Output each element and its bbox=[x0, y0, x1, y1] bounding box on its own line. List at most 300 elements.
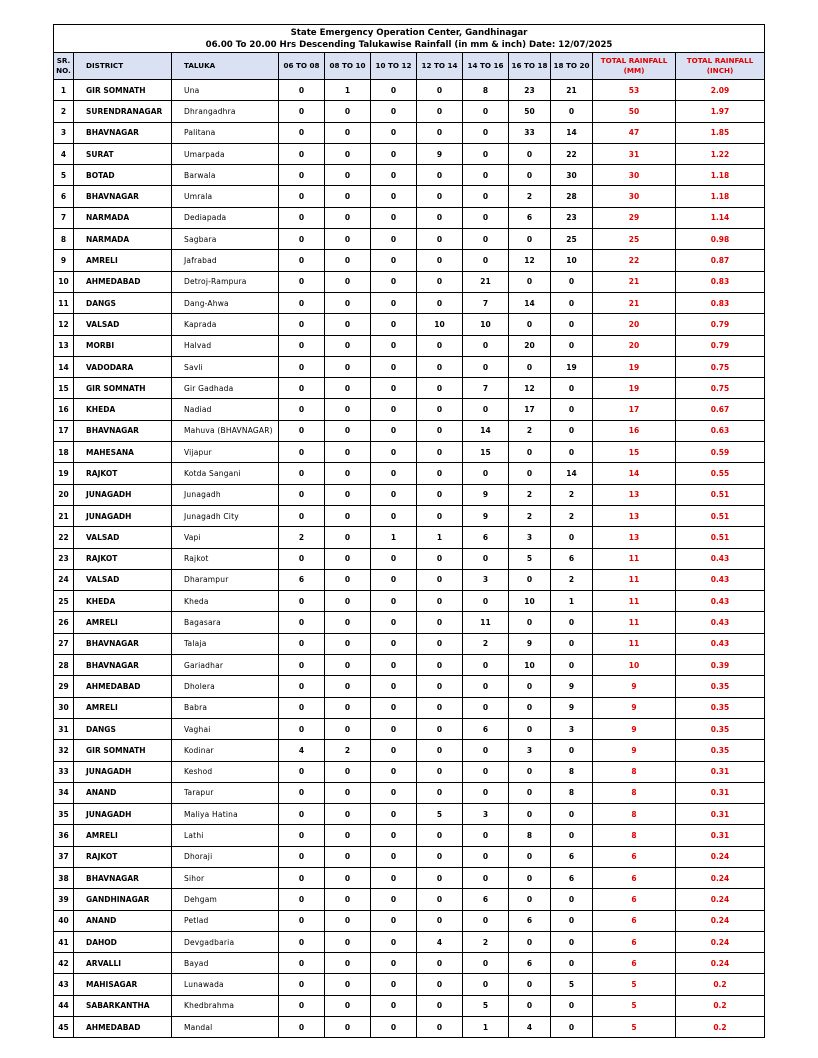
cell-total-inch: 0.75 bbox=[676, 378, 765, 399]
cell-taluka: Kaprada bbox=[172, 314, 279, 335]
cell-slot-18-20: 14 bbox=[551, 463, 593, 484]
cell-slot-16-18: 0 bbox=[509, 846, 551, 867]
cell-slot-12-14: 0 bbox=[417, 782, 463, 803]
cell-slot-14-16: 0 bbox=[463, 676, 509, 697]
cell-slot-10-12: 0 bbox=[371, 229, 417, 250]
cell-slot-12-14: 0 bbox=[417, 867, 463, 888]
cell-slot-16-18: 10 bbox=[509, 655, 551, 676]
cell-slot-12-14: 0 bbox=[417, 591, 463, 612]
cell-slot-16-18: 0 bbox=[509, 782, 551, 803]
cell-total-mm: 9 bbox=[593, 718, 676, 739]
cell-slot-12-14: 4 bbox=[417, 931, 463, 952]
cell-slot-14-16: 0 bbox=[463, 548, 509, 569]
cell-slot-12-14: 0 bbox=[417, 569, 463, 590]
cell-slot-18-20: 9 bbox=[551, 697, 593, 718]
cell-sr-no: 22 bbox=[54, 527, 74, 548]
cell-sr-no: 1 bbox=[54, 80, 74, 101]
cell-taluka: Keshod bbox=[172, 761, 279, 782]
cell-slot-18-20: 30 bbox=[551, 165, 593, 186]
cell-slot-06-08: 0 bbox=[279, 378, 325, 399]
cell-slot-08-10: 0 bbox=[325, 804, 371, 825]
cell-slot-10-12: 0 bbox=[371, 974, 417, 995]
cell-taluka: Lunawada bbox=[172, 974, 279, 995]
cell-total-inch: 0.24 bbox=[676, 953, 765, 974]
cell-slot-06-08: 0 bbox=[279, 633, 325, 654]
cell-slot-12-14: 0 bbox=[417, 655, 463, 676]
cell-slot-18-20: 0 bbox=[551, 889, 593, 910]
cell-taluka: Lathi bbox=[172, 825, 279, 846]
cell-slot-18-20: 28 bbox=[551, 186, 593, 207]
cell-slot-16-18: 0 bbox=[509, 867, 551, 888]
report-title bbox=[54, 25, 765, 53]
rainfall-table bbox=[53, 24, 765, 1038]
cell-total-mm: 6 bbox=[593, 931, 676, 952]
cell-slot-12-14: 5 bbox=[417, 804, 463, 825]
cell-total-inch: 1.18 bbox=[676, 186, 765, 207]
cell-total-inch: 0.51 bbox=[676, 484, 765, 505]
cell-taluka: Detroj-Rampura bbox=[172, 271, 279, 292]
cell-slot-12-14: 0 bbox=[417, 229, 463, 250]
cell-taluka: Tarapur bbox=[172, 782, 279, 803]
cell-sr-no: 35 bbox=[54, 804, 74, 825]
cell-slot-14-16: 3 bbox=[463, 569, 509, 590]
table-row bbox=[54, 1017, 765, 1038]
table-row bbox=[54, 974, 765, 995]
cell-slot-18-20: 2 bbox=[551, 484, 593, 505]
cell-slot-16-18: 0 bbox=[509, 697, 551, 718]
cell-taluka: Una bbox=[172, 80, 279, 101]
cell-slot-12-14: 0 bbox=[417, 356, 463, 377]
cell-district: MORBI bbox=[74, 335, 172, 356]
cell-total-inch: 0.35 bbox=[676, 697, 765, 718]
table-row bbox=[54, 527, 765, 548]
cell-total-inch: 0.43 bbox=[676, 612, 765, 633]
cell-district: BHAVNAGAR bbox=[74, 186, 172, 207]
cell-slot-12-14: 0 bbox=[417, 399, 463, 420]
cell-slot-10-12: 0 bbox=[371, 335, 417, 356]
cell-district: AHMEDABAD bbox=[74, 271, 172, 292]
cell-slot-12-14: 0 bbox=[417, 292, 463, 313]
cell-slot-10-12: 0 bbox=[371, 442, 417, 463]
cell-slot-16-18: 0 bbox=[509, 889, 551, 910]
cell-district: KHEDA bbox=[74, 591, 172, 612]
cell-taluka: Gariadhar bbox=[172, 655, 279, 676]
cell-slot-08-10: 0 bbox=[325, 292, 371, 313]
cell-slot-16-18: 6 bbox=[509, 910, 551, 931]
table-row bbox=[54, 186, 765, 207]
cell-slot-16-18: 0 bbox=[509, 356, 551, 377]
cell-slot-08-10: 0 bbox=[325, 250, 371, 271]
cell-total-mm: 30 bbox=[593, 186, 676, 207]
cell-taluka: Umrala bbox=[172, 186, 279, 207]
cell-slot-18-20: 2 bbox=[551, 569, 593, 590]
cell-slot-10-12: 0 bbox=[371, 676, 417, 697]
cell-taluka: Vijapur bbox=[172, 442, 279, 463]
cell-slot-08-10: 2 bbox=[325, 740, 371, 761]
cell-slot-14-16: 0 bbox=[463, 122, 509, 143]
cell-slot-10-12: 0 bbox=[371, 143, 417, 164]
cell-total-inch: 0.2 bbox=[676, 1017, 765, 1038]
cell-taluka: Dediapada bbox=[172, 207, 279, 228]
cell-taluka: Palitana bbox=[172, 122, 279, 143]
cell-slot-06-08: 2 bbox=[279, 527, 325, 548]
cell-slot-08-10: 0 bbox=[325, 271, 371, 292]
cell-slot-12-14: 0 bbox=[417, 995, 463, 1016]
cell-total-inch: 0.98 bbox=[676, 229, 765, 250]
cell-slot-14-16: 7 bbox=[463, 292, 509, 313]
cell-slot-08-10: 0 bbox=[325, 612, 371, 633]
cell-slot-16-18: 0 bbox=[509, 718, 551, 739]
cell-total-mm: 29 bbox=[593, 207, 676, 228]
cell-sr-no: 11 bbox=[54, 292, 74, 313]
cell-slot-06-08: 0 bbox=[279, 186, 325, 207]
cell-slot-14-16: 0 bbox=[463, 229, 509, 250]
cell-slot-10-12: 0 bbox=[371, 761, 417, 782]
cell-slot-10-12: 0 bbox=[371, 101, 417, 122]
cell-slot-18-20: 10 bbox=[551, 250, 593, 271]
cell-slot-08-10: 0 bbox=[325, 143, 371, 164]
cell-slot-08-10: 0 bbox=[325, 889, 371, 910]
cell-total-inch: 0.67 bbox=[676, 399, 765, 420]
cell-slot-06-08: 0 bbox=[279, 143, 325, 164]
cell-total-inch: 1.14 bbox=[676, 207, 765, 228]
table-row bbox=[54, 846, 765, 867]
cell-district: BHAVNAGAR bbox=[74, 420, 172, 441]
cell-slot-12-14: 0 bbox=[417, 80, 463, 101]
cell-slot-12-14: 0 bbox=[417, 101, 463, 122]
cell-slot-14-16: 0 bbox=[463, 953, 509, 974]
cell-slot-08-10: 0 bbox=[325, 548, 371, 569]
cell-sr-no: 4 bbox=[54, 143, 74, 164]
cell-district: BHAVNAGAR bbox=[74, 633, 172, 654]
cell-slot-08-10: 0 bbox=[325, 484, 371, 505]
cell-total-inch: 0.59 bbox=[676, 442, 765, 463]
cell-total-mm: 15 bbox=[593, 442, 676, 463]
cell-slot-18-20: 0 bbox=[551, 378, 593, 399]
cell-district: JUNAGADH bbox=[74, 484, 172, 505]
cell-slot-12-14: 0 bbox=[417, 463, 463, 484]
cell-sr-no: 28 bbox=[54, 655, 74, 676]
table-row bbox=[54, 867, 765, 888]
cell-slot-16-18: 2 bbox=[509, 186, 551, 207]
cell-slot-10-12: 0 bbox=[371, 378, 417, 399]
cell-slot-08-10: 1 bbox=[325, 80, 371, 101]
cell-slot-12-14: 0 bbox=[417, 548, 463, 569]
table-row bbox=[54, 399, 765, 420]
cell-slot-08-10: 0 bbox=[325, 676, 371, 697]
cell-taluka: Bagasara bbox=[172, 612, 279, 633]
cell-slot-10-12: 0 bbox=[371, 165, 417, 186]
cell-slot-06-08: 0 bbox=[279, 910, 325, 931]
cell-slot-14-16: 0 bbox=[463, 250, 509, 271]
cell-total-mm: 21 bbox=[593, 292, 676, 313]
table-body bbox=[54, 80, 765, 1038]
cell-taluka: Barwala bbox=[172, 165, 279, 186]
cell-slot-06-08: 0 bbox=[279, 974, 325, 995]
cell-slot-12-14: 0 bbox=[417, 207, 463, 228]
table-row bbox=[54, 782, 765, 803]
cell-total-inch: 0.2 bbox=[676, 974, 765, 995]
cell-slot-10-12: 0 bbox=[371, 250, 417, 271]
cell-district: GIR SOMNATH bbox=[74, 740, 172, 761]
cell-district: SURAT bbox=[74, 143, 172, 164]
cell-slot-10-12: 0 bbox=[371, 867, 417, 888]
cell-slot-18-20: 0 bbox=[551, 825, 593, 846]
table-row bbox=[54, 420, 765, 441]
cell-slot-18-20: 0 bbox=[551, 655, 593, 676]
cell-slot-06-08: 0 bbox=[279, 825, 325, 846]
table-row bbox=[54, 484, 765, 505]
cell-slot-18-20: 1 bbox=[551, 591, 593, 612]
cell-slot-10-12: 0 bbox=[371, 463, 417, 484]
cell-slot-14-16: 11 bbox=[463, 612, 509, 633]
cell-slot-08-10: 0 bbox=[325, 655, 371, 676]
cell-slot-16-18: 3 bbox=[509, 740, 551, 761]
rainfall-report bbox=[53, 24, 764, 1038]
cell-total-mm: 9 bbox=[593, 697, 676, 718]
cell-slot-16-18: 14 bbox=[509, 292, 551, 313]
cell-slot-14-16: 8 bbox=[463, 80, 509, 101]
cell-slot-10-12: 0 bbox=[371, 910, 417, 931]
cell-slot-14-16: 0 bbox=[463, 825, 509, 846]
cell-slot-18-20: 23 bbox=[551, 207, 593, 228]
cell-taluka: Maliya Hatina bbox=[172, 804, 279, 825]
cell-slot-16-18: 12 bbox=[509, 250, 551, 271]
cell-slot-18-20: 0 bbox=[551, 1017, 593, 1038]
cell-sr-no: 30 bbox=[54, 697, 74, 718]
cell-slot-14-16: 6 bbox=[463, 889, 509, 910]
cell-slot-16-18: 0 bbox=[509, 143, 551, 164]
cell-district: AMRELI bbox=[74, 825, 172, 846]
cell-slot-14-16: 5 bbox=[463, 995, 509, 1016]
cell-total-mm: 19 bbox=[593, 356, 676, 377]
cell-total-mm: 6 bbox=[593, 910, 676, 931]
cell-sr-no: 10 bbox=[54, 271, 74, 292]
table-row bbox=[54, 995, 765, 1016]
cell-slot-18-20: 6 bbox=[551, 867, 593, 888]
cell-slot-12-14: 10 bbox=[417, 314, 463, 335]
cell-taluka: Kheda bbox=[172, 591, 279, 612]
col-header-district: DISTRICT bbox=[74, 53, 172, 80]
cell-slot-10-12: 0 bbox=[371, 356, 417, 377]
cell-slot-18-20: 25 bbox=[551, 229, 593, 250]
cell-sr-no: 20 bbox=[54, 484, 74, 505]
cell-slot-14-16: 0 bbox=[463, 910, 509, 931]
cell-slot-08-10: 0 bbox=[325, 995, 371, 1016]
cell-slot-18-20: 0 bbox=[551, 314, 593, 335]
table-row bbox=[54, 591, 765, 612]
cell-slot-10-12: 0 bbox=[371, 995, 417, 1016]
cell-slot-08-10: 0 bbox=[325, 186, 371, 207]
cell-total-inch: 0.43 bbox=[676, 548, 765, 569]
cell-total-mm: 5 bbox=[593, 995, 676, 1016]
cell-slot-18-20: 6 bbox=[551, 846, 593, 867]
cell-sr-no: 44 bbox=[54, 995, 74, 1016]
cell-total-mm: 30 bbox=[593, 165, 676, 186]
cell-total-mm: 20 bbox=[593, 335, 676, 356]
cell-taluka: Rajkot bbox=[172, 548, 279, 569]
cell-slot-08-10: 0 bbox=[325, 931, 371, 952]
cell-slot-14-16: 0 bbox=[463, 463, 509, 484]
table-row bbox=[54, 761, 765, 782]
cell-slot-16-18: 6 bbox=[509, 953, 551, 974]
cell-slot-10-12: 0 bbox=[371, 889, 417, 910]
cell-slot-08-10: 0 bbox=[325, 356, 371, 377]
cell-slot-08-10: 0 bbox=[325, 782, 371, 803]
cell-total-inch: 0.55 bbox=[676, 463, 765, 484]
cell-taluka: Halvad bbox=[172, 335, 279, 356]
cell-slot-16-18: 10 bbox=[509, 591, 551, 612]
cell-slot-06-08: 6 bbox=[279, 569, 325, 590]
cell-slot-10-12: 0 bbox=[371, 931, 417, 952]
cell-district: BHAVNAGAR bbox=[74, 867, 172, 888]
cell-slot-14-16: 0 bbox=[463, 591, 509, 612]
table-row bbox=[54, 101, 765, 122]
cell-total-mm: 9 bbox=[593, 740, 676, 761]
cell-total-inch: 0.31 bbox=[676, 761, 765, 782]
cell-district: RAJKOT bbox=[74, 548, 172, 569]
cell-sr-no: 3 bbox=[54, 122, 74, 143]
table-row bbox=[54, 442, 765, 463]
cell-slot-06-08: 0 bbox=[279, 804, 325, 825]
cell-slot-08-10: 0 bbox=[325, 314, 371, 335]
cell-slot-10-12: 0 bbox=[371, 740, 417, 761]
cell-slot-18-20: 21 bbox=[551, 80, 593, 101]
cell-slot-12-14: 0 bbox=[417, 186, 463, 207]
cell-total-mm: 11 bbox=[593, 548, 676, 569]
cell-total-inch: 0.24 bbox=[676, 931, 765, 952]
cell-district: VALSAD bbox=[74, 569, 172, 590]
cell-slot-10-12: 0 bbox=[371, 655, 417, 676]
cell-slot-06-08: 0 bbox=[279, 463, 325, 484]
cell-total-inch: 0.75 bbox=[676, 356, 765, 377]
cell-total-inch: 0.39 bbox=[676, 655, 765, 676]
cell-taluka: Dang-Ahwa bbox=[172, 292, 279, 313]
table-row bbox=[54, 655, 765, 676]
cell-sr-no: 42 bbox=[54, 953, 74, 974]
table-row bbox=[54, 165, 765, 186]
cell-total-mm: 31 bbox=[593, 143, 676, 164]
cell-slot-18-20: 22 bbox=[551, 143, 593, 164]
cell-sr-no: 39 bbox=[54, 889, 74, 910]
cell-sr-no: 26 bbox=[54, 612, 74, 633]
cell-slot-14-16: 0 bbox=[463, 207, 509, 228]
title-line-1: State Emergency Operation Center, Gandhinagar bbox=[290, 27, 528, 38]
cell-slot-08-10: 0 bbox=[325, 825, 371, 846]
cell-total-mm: 5 bbox=[593, 1017, 676, 1038]
cell-district: JUNAGADH bbox=[74, 761, 172, 782]
col-header-slot: 14 TO 16 bbox=[463, 53, 509, 80]
cell-slot-10-12: 0 bbox=[371, 569, 417, 590]
cell-slot-08-10: 0 bbox=[325, 207, 371, 228]
cell-slot-06-08: 0 bbox=[279, 995, 325, 1016]
cell-district: GIR SOMNATH bbox=[74, 80, 172, 101]
cell-slot-06-08: 0 bbox=[279, 101, 325, 122]
cell-slot-16-18: 33 bbox=[509, 122, 551, 143]
cell-sr-no: 43 bbox=[54, 974, 74, 995]
cell-slot-14-16: 0 bbox=[463, 846, 509, 867]
cell-sr-no: 13 bbox=[54, 335, 74, 356]
cell-sr-no: 38 bbox=[54, 867, 74, 888]
cell-slot-12-14: 0 bbox=[417, 825, 463, 846]
table-row bbox=[54, 229, 765, 250]
cell-sr-no: 8 bbox=[54, 229, 74, 250]
cell-slot-18-20: 0 bbox=[551, 335, 593, 356]
cell-district: AMRELI bbox=[74, 250, 172, 271]
cell-district: DANGS bbox=[74, 292, 172, 313]
cell-slot-14-16: 21 bbox=[463, 271, 509, 292]
cell-slot-12-14: 0 bbox=[417, 697, 463, 718]
cell-slot-08-10: 0 bbox=[325, 442, 371, 463]
table-row bbox=[54, 953, 765, 974]
cell-sr-no: 14 bbox=[54, 356, 74, 377]
cell-taluka: Dharampur bbox=[172, 569, 279, 590]
cell-slot-10-12: 0 bbox=[371, 804, 417, 825]
cell-slot-10-12: 1 bbox=[371, 527, 417, 548]
cell-slot-12-14: 0 bbox=[417, 442, 463, 463]
cell-total-inch: 0.83 bbox=[676, 292, 765, 313]
cell-slot-16-18: 6 bbox=[509, 207, 551, 228]
cell-slot-06-08: 4 bbox=[279, 740, 325, 761]
cell-slot-18-20: 14 bbox=[551, 122, 593, 143]
cell-total-inch: 0.35 bbox=[676, 718, 765, 739]
cell-slot-14-16: 0 bbox=[463, 356, 509, 377]
cell-sr-no: 37 bbox=[54, 846, 74, 867]
cell-taluka: Sihor bbox=[172, 867, 279, 888]
cell-slot-08-10: 0 bbox=[325, 569, 371, 590]
cell-slot-08-10: 0 bbox=[325, 718, 371, 739]
cell-district: KHEDA bbox=[74, 399, 172, 420]
col-header-slot: 12 TO 14 bbox=[417, 53, 463, 80]
cell-slot-10-12: 0 bbox=[371, 718, 417, 739]
cell-total-mm: 8 bbox=[593, 825, 676, 846]
cell-slot-06-08: 0 bbox=[279, 484, 325, 505]
cell-slot-08-10: 0 bbox=[325, 122, 371, 143]
cell-slot-16-18: 5 bbox=[509, 548, 551, 569]
cell-district: NARMADA bbox=[74, 229, 172, 250]
cell-slot-18-20: 0 bbox=[551, 633, 593, 654]
cell-district: VALSAD bbox=[74, 527, 172, 548]
cell-total-mm: 50 bbox=[593, 101, 676, 122]
cell-sr-no: 19 bbox=[54, 463, 74, 484]
cell-district: AMRELI bbox=[74, 697, 172, 718]
cell-slot-06-08: 0 bbox=[279, 591, 325, 612]
cell-slot-10-12: 0 bbox=[371, 633, 417, 654]
cell-slot-14-16: 0 bbox=[463, 655, 509, 676]
cell-slot-12-14: 0 bbox=[417, 761, 463, 782]
cell-slot-16-18: 0 bbox=[509, 931, 551, 952]
cell-slot-18-20: 5 bbox=[551, 974, 593, 995]
cell-total-inch: 0.43 bbox=[676, 591, 765, 612]
cell-district: RAJKOT bbox=[74, 846, 172, 867]
cell-total-inch: 0.51 bbox=[676, 527, 765, 548]
cell-slot-10-12: 0 bbox=[371, 953, 417, 974]
cell-slot-14-16: 3 bbox=[463, 804, 509, 825]
table-row bbox=[54, 612, 765, 633]
cell-district: AHMEDABAD bbox=[74, 676, 172, 697]
cell-total-inch: 0.24 bbox=[676, 867, 765, 888]
cell-district: SABARKANTHA bbox=[74, 995, 172, 1016]
cell-total-mm: 11 bbox=[593, 612, 676, 633]
cell-total-inch: 0.31 bbox=[676, 782, 765, 803]
cell-slot-16-18: 0 bbox=[509, 761, 551, 782]
cell-slot-12-14: 0 bbox=[417, 271, 463, 292]
cell-slot-18-20: 0 bbox=[551, 612, 593, 633]
cell-slot-10-12: 0 bbox=[371, 80, 417, 101]
cell-total-inch: 0.43 bbox=[676, 569, 765, 590]
cell-slot-06-08: 0 bbox=[279, 335, 325, 356]
cell-total-mm: 11 bbox=[593, 569, 676, 590]
